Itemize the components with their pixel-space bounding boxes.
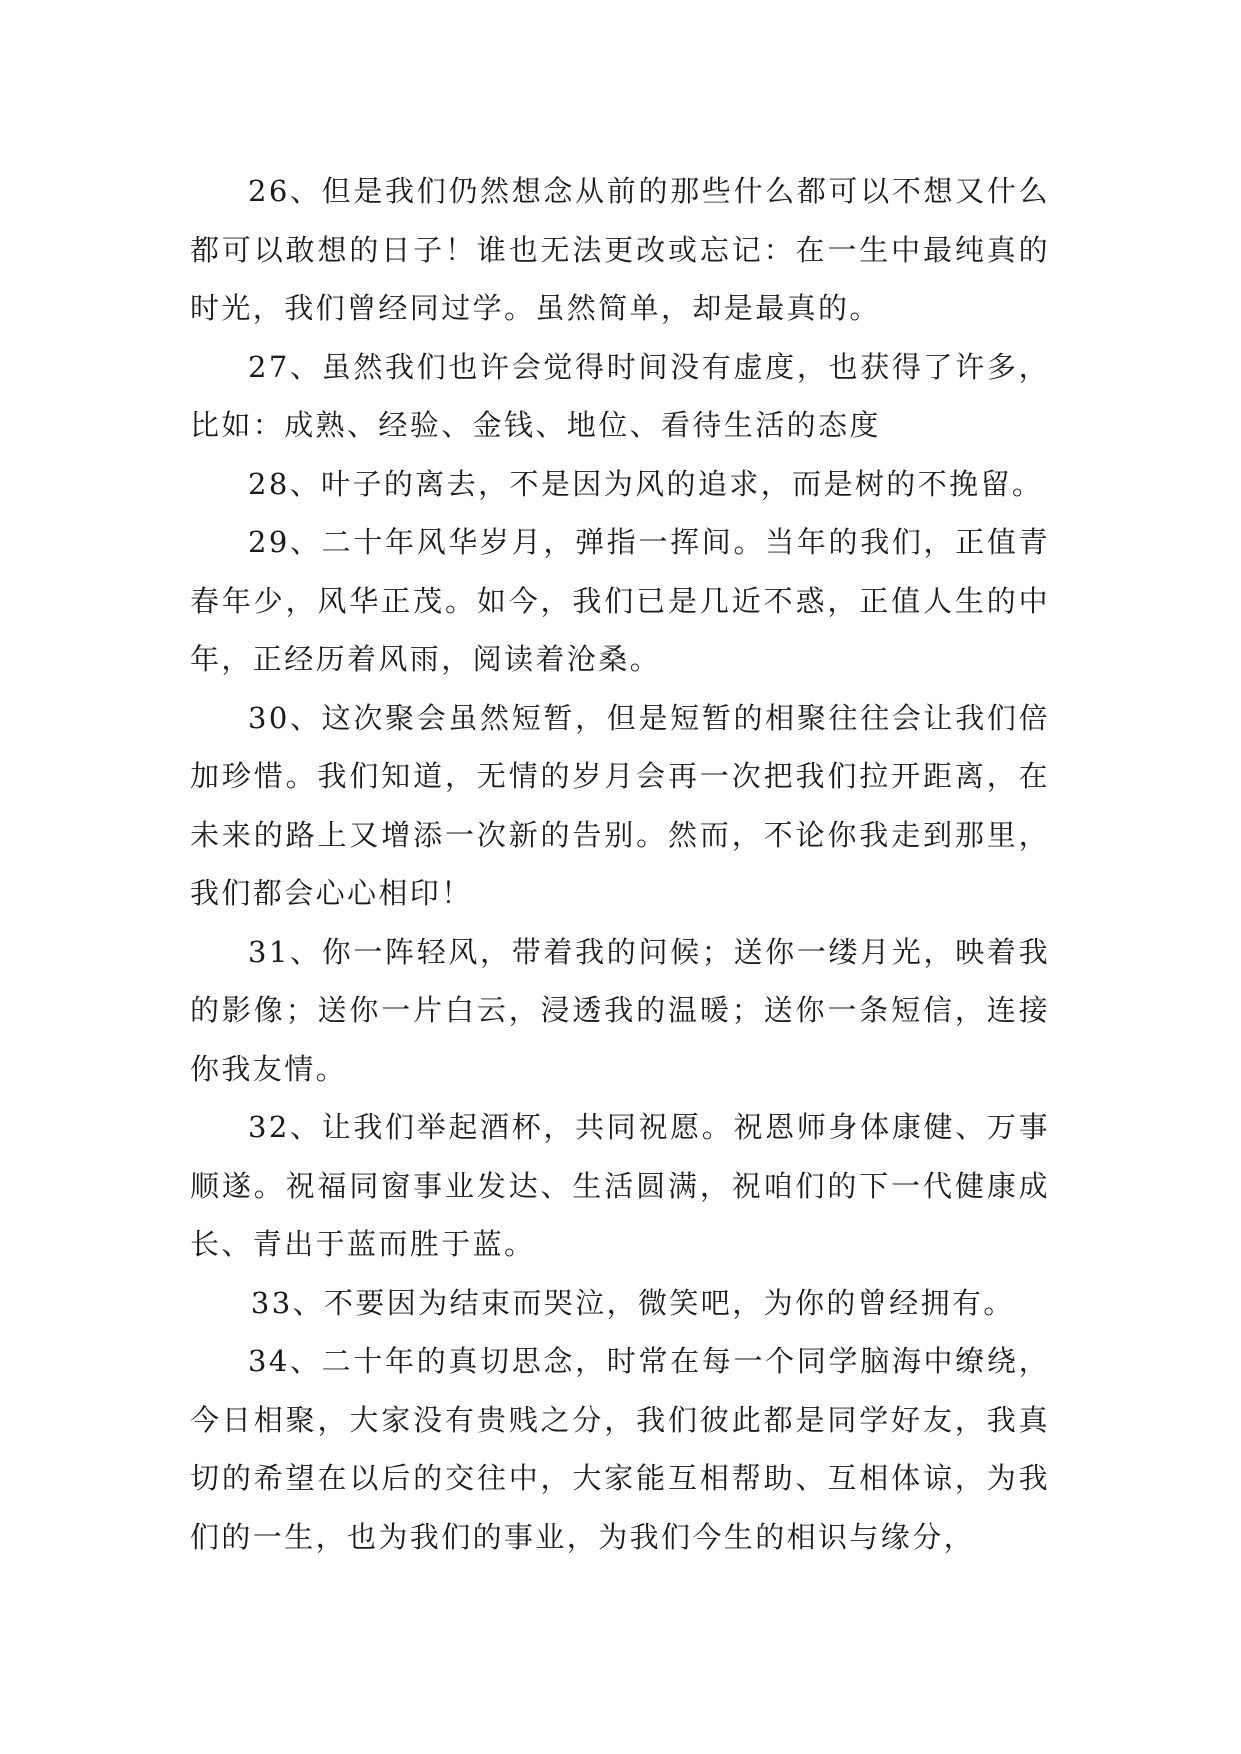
paragraph-33: 33、不要因为结束而哭泣，微笑吧，为你的曾经拥有。 bbox=[250, 1285, 1015, 1320]
paragraph-27: 27、虽然我们也许会觉得时间没有虚度，也获得了许多，比如：成熟、经验、金钱、地位、看待生活的态度 bbox=[190, 349, 1050, 442]
paragraph-29: 29、二十年风华岁月，弹指一挥间。当年的我们，正值青春年少，风华正茂。如今，我们已是几近不惑，正值人生的中年，正经历着风雨，阅读着沧桑。 bbox=[190, 525, 1050, 676]
paragraph-31: 31、你一阵轻风，带着我的问候；送你一缕月光，映着我的影像；送你一片白云，浸透我的温暖；送你一条短信，连接你我友情。 bbox=[190, 934, 1050, 1086]
paragraph-26: 26、但是我们仍然想念从前的那些什么都可以不想又什么都可以敢想的日子！谁也无法更改或忘记：在一生中最纯真的时光，我们曾经同过学。虽然简单，却是最真的。 bbox=[190, 174, 1050, 325]
document-body bbox=[190, 162, 1050, 1566]
paragraph-28: 28、叶子的离去，不是因为风的追求，而是树的不挽留。 bbox=[248, 466, 1044, 501]
paragraph-30: 30、这次聚会虽然短暂，但是短暂的相聚往往会让我们倍加珍惜。我们知道，无情的岁月会再一次把我们拉开距离，在未来的路上又增添一次新的告别。然而，不论你我走到那里，我们都会心心相印！ bbox=[190, 700, 1050, 910]
paragraph-34: 34、二十年的真切思念，时常在每一个同学脑海中缭绕，今日相聚，大家没有贵贱之分，我们彼此都是同学好友，我真切的希望在以后的交往中，大家能互相帮助、互相体谅，为我们的一生，也为我们的事业，为我们今生的相识与缘分， bbox=[190, 1344, 1050, 1554]
paragraph-32: 32、让我们举起酒杯，共同祝愿。祝恩师身体康健、万事顺遂。祝福同窗事业发达、生活圆满，祝咱们的下一代健康成长、青出于蓝而胜于蓝。 bbox=[190, 1110, 1050, 1261]
